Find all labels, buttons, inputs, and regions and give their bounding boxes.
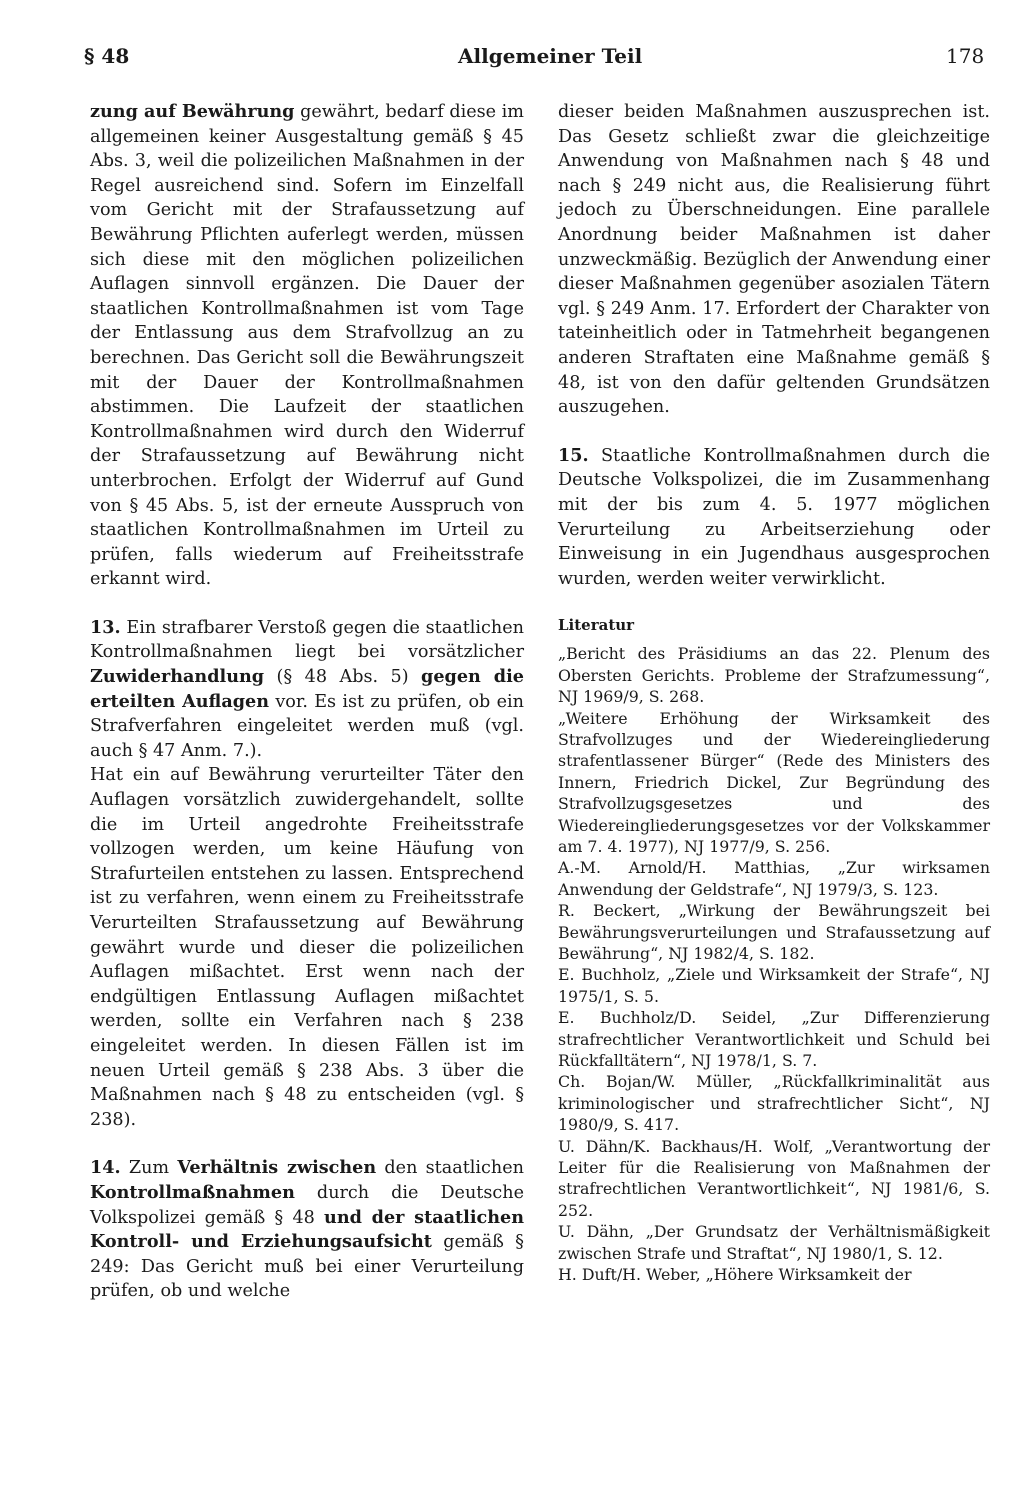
bold-phrase: zung auf Bewährung: [90, 101, 295, 122]
literature-list: [558, 643, 990, 1285]
literature-entry: E. Buchholz/D. Seidel, „Zur Differenzierung strafrechtlicher Verantwortlichkeit und Schuld bei Rückfalltätern“, NJ 1978/1, S. 7.: [558, 1008, 990, 1070]
paragraph-text: Ein strafbarer Verstoß gegen die staatlichen Kontrollmaßnahmen liegt bei vorsätzlicher: [90, 617, 524, 663]
bold-phrase: Zuwiderhandlung: [90, 666, 265, 688]
right-column: [558, 100, 990, 1285]
paragraph-15: [558, 444, 990, 592]
bold-phrase: Kontrollmaßnahmen: [90, 1181, 295, 1203]
paragraph-text: vor. Es ist zu prüfen, ob ein Strafverfahren eingeleitet werden muß (vgl. auch § 47 Anm. 7.).: [90, 691, 524, 761]
section-marker: § 48: [84, 44, 130, 68]
literature-heading: Literatur: [558, 616, 635, 635]
literature-entry: Ch. Bojan/W. Müller, „Rückfallkriminalität aus kriminologischer und strafrechtlicher Sicht“, NJ 1980/9, S. 417.: [558, 1072, 990, 1135]
running-title: Allgemeiner Teil: [458, 44, 643, 68]
bold-phrase: und der staatlichen Kontroll- und Erziehungsaufsicht: [90, 1206, 524, 1253]
paragraph-text: (§ 48 Abs. 5): [264, 667, 422, 688]
literature-entry: „Weitere Erhöhung der Wirksamkeit des Strafvollzuges und der Wiedereingliederung strafentlassener Bürger“ (Rede des Ministers des Innern, Friedrich Dickel, Zur Begründung des Strafvollzugsgesetzes und des Wiedereingliederungsgesetzes vor der Volkskammer am 7. 4. 1977), NJ 1977/9, S. 256.: [558, 708, 990, 856]
paragraph-text: dieser beiden Maßnahmen auszusprechen ist. Das Gesetz schließt zwar die gleichzeitige Anwendung von Maßnahmen nach § 48 und nach § 249 nicht aus, die Realisierung führt jedoch zu Überschneidungen. Eine parallele Anordnung beider Maßnahmen ist daher unzweckmäßig. Bezüglich der Anwendung einer dieser Maßnahmen gegenüber asozialen Tätern vgl. § 249 Anm. 17. Erfordert der Charakter von tateinheitlich oder in Tatmehrheit begangenen anderen Straftaten eine Maßnahme gemäß § 48, ist von den dafür geltenden Grundsätzen auszugehen.: [558, 102, 990, 418]
bold-phrase: gegen die erteilten Auflagen: [90, 666, 524, 712]
literature-entry: U. Dähn/K. Backhaus/H. Wolf, „Verantwortung der Leiter für die Realisierung von Maßnahmen der strafrechtlichen Verantwortlichkeit“, NJ 1981/6, S. 252.: [558, 1136, 990, 1220]
page-number: 178: [946, 44, 985, 68]
paragraph-text: Zum: [120, 1158, 178, 1179]
paragraph-number: 13.: [90, 616, 121, 638]
paragraph-text: gemäß § 249: Das Gericht muß bei einer Verurteilung prüfen, ob und welche: [90, 1232, 524, 1302]
paragraph-14: [90, 1156, 524, 1304]
paragraph-number: 14.: [90, 1157, 121, 1179]
left-column: [90, 100, 524, 1328]
bold-phrase: Verhältnis zwischen: [177, 1157, 377, 1179]
literature-entry: R. Beckert, „Wirkung der Bewährungszeit bei Bewährungsverurteilungen und Strafaussetzung auf Bewährung“, NJ 1982/4, S. 182.: [558, 901, 990, 963]
paragraph-continuation: [90, 100, 524, 592]
paragraph-13: [90, 616, 524, 764]
paragraph-number: 15.: [558, 444, 589, 466]
paragraph-text: durch die Deutsche Volkspolizei gemäß § 48: [90, 1182, 524, 1228]
paragraph-14-continued: [558, 100, 990, 420]
literature-entry: „Bericht des Präsidiums an das 22. Plenum des Obersten Gerichts. Probleme der Strafzumessung“, NJ 1969/9, S. 268.: [558, 644, 990, 707]
paragraph-13-continued: [90, 763, 524, 1132]
paragraph-text: Staatliche Kontrollmaßnahmen durch die Deutsche Volkspolizei, die im Zusammenhang mit der bis zum 4. 5. 1977 möglichen Verurteilung zu Arbeitserziehung oder Einweisung in ein Jugendhaus ausgesprochen wurden, werden weiter verwirklicht.: [558, 445, 990, 589]
literature-entry: H. Duft/H. Weber, „Höhere Wirksamkeit der: [558, 1265, 912, 1285]
literature-entry: A.-M. Arnold/H. Matthias, „Zur wirksamen Anwendung der Geldstrafe“, NJ 1979/3, S. 123.: [558, 858, 990, 899]
literature-entry: E. Buchholz, „Ziele und Wirksamkeit der Strafe“, NJ 1975/1, S. 5.: [558, 965, 990, 1006]
paragraph-text: gewährt, bedarf diese im allgemeinen keiner Ausgestaltung gemäß § 45 Abs. 3, weil die polizeilichen Maßnahmen in der Regel ausreichend sind. Sofern im Einzelfall vom Gericht mit der Strafaussetzung auf Bewährung Pflichten auferlegt werden, müssen sich diese mit den möglichen polizeilichen Auflagen sinnvoll ergänzen. Die Dauer der staatlichen Kontrollmaßnahmen ist vom Tage der Entlassung aus dem Strafvollzug an zu berechnen. Das Gericht soll die Bewährungszeit mit der Dauer der Kontrollmaßnahmen abstimmen. Die Laufzeit der staatlichen Kontrollmaßnahmen wird durch den Widerruf der Strafaussetzung auf Bewährung nicht unterbrochen. Erfolgt der Widerruf auf Gund von § 45 Abs. 5, ist der erneute Ausspruch von staatlichen Kontrollmaßnahmen im Urteil zu prüfen, falls wiederum auf Freiheitsstrafe erkannt wird.: [90, 102, 524, 590]
paragraph-text: Hat ein auf Bewährung verurteilter Täter den Auflagen vorsätzlich zuwidergehandelt, sollte die im Urteil angedrohte Freiheitsstrafe vollzogen werden, um keine Häufung von Strafurteilen entstehen zu lassen. Entsprechend ist zu verfahren, wenn einem zu Freiheitsstrafe Verurteilten Strafaussetzung auf Bewährung gewährt wurde und dieser die polizeilichen Auflagen mißachtet. Erst wenn nach der endgültigen Entlassung Auflagen mißachtet werden, sollte ein Verfahren nach § 238 eingeleitet werden. In diesen Fällen ist im neuen Urteil gemäß § 238 Abs. 3 über die Maßnahmen nach § 48 zu entscheiden (vgl. § 238).: [90, 765, 524, 1130]
literature-entry: U. Dähn, „Der Grundsatz der Verhältnismäßigkeit zwischen Strafe und Straftat“, NJ 1980/1, S. 12.: [558, 1222, 990, 1263]
paragraph-text: den staatlichen: [376, 1158, 524, 1179]
